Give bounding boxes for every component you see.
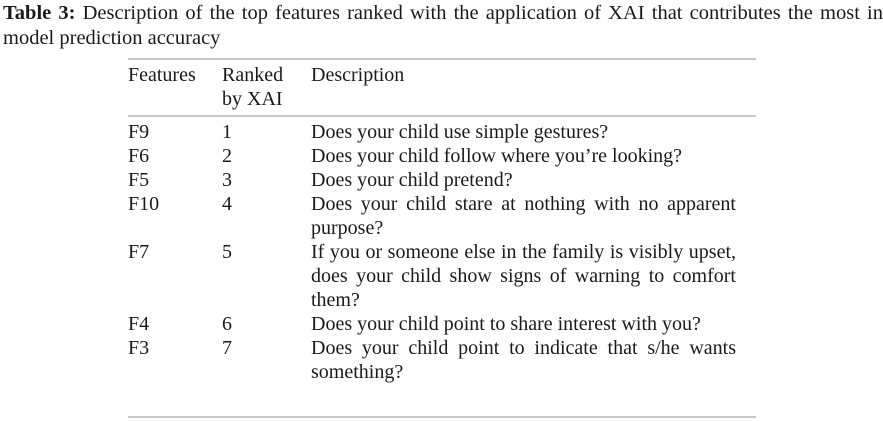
caption-text: Description of the top features ranked with the application of XAI that contributes the most in model prediction accuracy	[3, 2, 883, 49]
table-bottom-rule	[128, 416, 756, 418]
table-top-rule	[128, 58, 756, 60]
header-description: Description	[311, 64, 405, 86]
table-body	[128, 120, 756, 384]
cell-feature: F9	[128, 121, 150, 143]
caption-label: Table 3:	[3, 2, 76, 24]
cell-description: Does your child point to share interest with you?	[311, 313, 701, 335]
table-row	[128, 240, 756, 312]
cell-rank: 4	[222, 193, 232, 215]
cell-rank: 1	[222, 121, 232, 143]
cell-rank: 2	[222, 145, 232, 167]
cell-feature: F7	[128, 241, 150, 263]
cell-description: Does your child pretend?	[311, 169, 513, 191]
cell-feature: F10	[128, 193, 160, 215]
cell-feature: F6	[128, 145, 150, 167]
table-row	[128, 192, 756, 240]
cell-rank: 7	[222, 337, 232, 359]
cell-rank: 5	[222, 241, 232, 263]
table-row	[128, 168, 756, 192]
header-features: Features	[128, 64, 196, 86]
table-row	[128, 312, 756, 336]
cell-description: Does your child follow where you’re looking?	[311, 145, 683, 167]
table-row	[128, 336, 756, 384]
table-caption	[3, 1, 883, 51]
cell-rank: 6	[222, 313, 232, 335]
table-row	[128, 144, 756, 168]
cell-feature: F5	[128, 169, 150, 191]
cell-description: Does your child use simple gestures?	[311, 121, 609, 143]
table-row	[128, 120, 756, 144]
cell-description: If you or someone else in the family is visibly upset, does your child show signs of warning to comfort them?	[311, 241, 736, 311]
cell-description: Does your child point to indicate that s/he wants something?	[311, 337, 736, 383]
cell-feature: F4	[128, 313, 150, 335]
cell-rank: 3	[222, 169, 232, 191]
cell-feature: F3	[128, 337, 150, 359]
cell-description: Does your child stare at nothing with no apparent purpose?	[311, 193, 736, 239]
table-header-rule	[128, 115, 756, 117]
header-ranked-by-xai: Ranked by XAI	[222, 64, 284, 110]
